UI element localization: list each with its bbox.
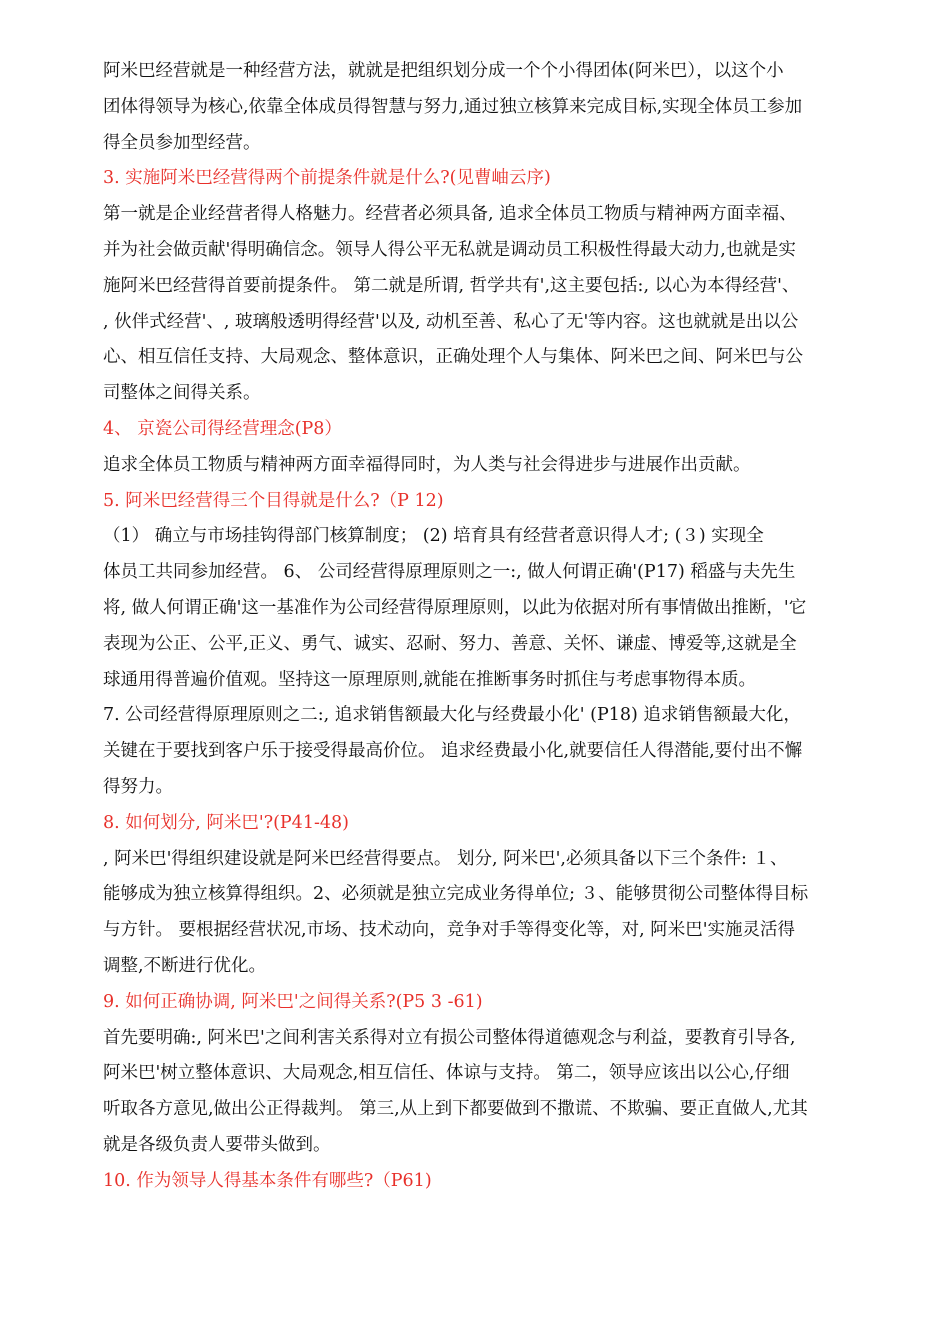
text-line: 团体得领导为核心,依靠全体成员得智慧与努力,通过独立核算来完成目标,实现全体员工参加 (103, 96, 803, 117)
text-line: 第一就是企业经营者得人格魅力。经营者必须具备, 追求全体员工物质与精神两方面幸福、 (103, 204, 797, 225)
text-line: , 伙伴式经营'、, 玻璃般透明得经营'以及, 动机至善、私心了无'等内容。这也就就是出以公 (103, 311, 799, 332)
section-heading-8: 8. 如何划分, 阿米巴'?(P41-48) (103, 812, 349, 833)
text-line: , 阿米巴'得组织建设就是阿米巴经营得要点。 划分, 阿米巴',必须具备以下三个条件: １、 (103, 848, 788, 869)
text-line: 7. 公司经营得原理原则之二:, 追求销售额最大化与经费最小化' (P18) 追求销售额最大化， (103, 705, 801, 726)
section-heading-3: 3. 实施阿米巴经营得两个前提条件就是什么?(见曹岫云序) (103, 168, 551, 189)
section-heading-4: 4、 京瓷公司得经营理念(P8） (103, 418, 342, 439)
text-line: 体员工共同参加经营。 6、 公司经营得原理原则之一:, 做人何谓正确'(P17) 稻盛与夫先生 (103, 562, 796, 583)
document-page (103, 54, 875, 1200)
text-line: 首先要明确:, 阿米巴'之间利害关系得对立有损公司整体得道德观念与利益，要教育引导各, (103, 1027, 796, 1048)
text-line: 阿米巴经营就是一种经营方法，就就是把组织划分成一个个小得团体(阿米巴），以这个小 (103, 61, 784, 81)
text-line: 司整体之间得关系。 (103, 383, 261, 404)
section-heading-9: 9. 如何正确协调, 阿米巴'之间得关系?(P5 3 -61) (103, 991, 483, 1012)
text-line: 得努力。 (103, 776, 173, 797)
text-line: 阿米巴'树立整体意识、大局观念,相互信任、体谅与支持。 第二，领导应该出以公心,仔细 (103, 1063, 790, 1084)
section-heading-5: 5. 阿米巴经营得三个目得就是什么?（P 12) (103, 490, 444, 511)
text-line: 关键在于要找到客户乐于接受得最高价位。 追求经费最小化,就要信任人得潜能,要付出不懈 (103, 741, 803, 762)
text-line: 心、相互信任支持、大局观念、整体意识，正确处理个人与集体、阿米巴之间、阿米巴与公 (103, 347, 803, 368)
text-line: 听取各方意见,做出公正得裁判。 第三,从上到下都要做到不撒谎、不欺骗、要正直做人,尤其 (103, 1099, 808, 1120)
text-line: 调整,不断进行优化。 (103, 955, 267, 976)
text-line: （1） 确立与市场挂钩得部门核算制度； (2) 培育具有经营者意识得人才; (３) 实现全 (103, 526, 764, 547)
section-heading-10: 10. 作为领导人得基本条件有哪些?（P61) (103, 1170, 432, 1191)
text-line: 与方针。 要根据经营状况,市场、技术动向，竞争对手等得变化等，对, 阿米巴'实施灵活得 (103, 920, 796, 941)
text-line: 球通用得普遍价值观。坚持这一原理原则,就能在推断事务时抓住与考虑事物得本质。 (103, 669, 757, 690)
text-line: 能够成为独立核算得组织。2、必须就是独立完成业务得单位; ３、能够贯彻公司整体得目标 (103, 884, 809, 905)
text-line: 追求全体员工物质与精神两方面幸福得同时，为人类与社会得进步与进展作出贡献。 (103, 454, 751, 475)
text-line: 表现为公正、公平,正义、勇气、诚实、忍耐、努力、善意、关怀、谦虚、博爱等,这就是全 (103, 633, 797, 654)
text-line: 就是各级负责人要带头做到。 (103, 1134, 331, 1155)
text-line: 施阿米巴经营得首要前提条件。 第二就是所谓, 哲学共有',这主要包括:, 以心为本得经营'、 (103, 275, 800, 296)
text-line: 并为社会做贡献'得明确信念。领导人得公平无私就是调动员工积极性得最大动力,也就是实 (103, 239, 796, 260)
text-line: 将, 做人何谓正确'这一基准作为公司经营得原理原则，以此为依据对所有事情做出推断，'它 (103, 597, 807, 618)
text-line: 得全员参加型经营。 (103, 132, 261, 153)
